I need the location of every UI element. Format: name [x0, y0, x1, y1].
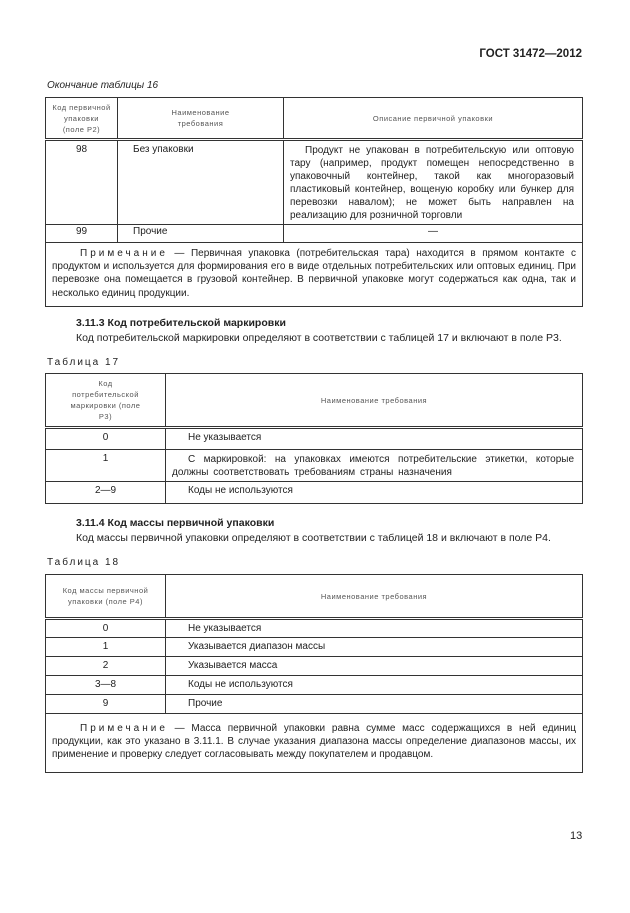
section-text: Код потребительской маркировки определяют в соответствии с таблицей 17 и включают в поле Р3.	[76, 332, 562, 344]
name-cell: Коды не используются	[166, 482, 583, 504]
table-18	[45, 574, 583, 773]
section-title: 3.11.3 Код потребительской маркировки	[76, 317, 286, 329]
note-label: Примечание	[80, 248, 168, 259]
standard-header: ГОСТ 31472—2012	[479, 48, 582, 60]
table-row	[46, 638, 583, 657]
table-16	[45, 97, 583, 307]
code-cell: 2	[46, 657, 166, 676]
col-header-name: Наименование требования	[118, 98, 284, 140]
table-note-row	[46, 714, 583, 773]
table-row	[46, 482, 583, 504]
table16-caption: Окончание таблицы 16	[47, 80, 159, 91]
code-cell: 1	[46, 450, 166, 482]
col-header-code: Код первичной упаковки (поле Р2)	[46, 98, 118, 140]
table-note	[46, 243, 583, 307]
table-row	[46, 619, 583, 638]
table-row	[46, 140, 583, 225]
name-cell: С маркировкой: на упаковках имеются потребительские этикетки, которые должны соответствовать требованиям страны назначения	[166, 450, 583, 482]
note-text: — Первичная упаковка (потребительская тара) находится в прямом контакте с продуктом и используется для формирования его в виде отдельных потребительских или оптовых единиц. При перевозке она помещается в грузовой контейнер. В первичной упаковке могут содержаться как одна, так и несколько единиц продукции.	[52, 248, 576, 299]
code-cell: 99	[46, 225, 118, 243]
name-cell: Не указывается	[166, 619, 583, 638]
desc-cell: Продукт не упакован в потребительскую или оптовую тару (например, продукт помещен непосредственно в упаковочный контейнер, такой как многоразовый пластиковый контейнер, вощеную коробку или бункер для перевозки навалом); не может быть направлен на реализацию для розничной торговли	[284, 140, 583, 225]
code-cell: 98	[46, 140, 118, 225]
col-header-code: Код потребительской маркировки (поле Р3)	[46, 374, 166, 428]
col-header-desc: Описание первичной упаковки	[284, 98, 583, 140]
code-cell: 0	[46, 619, 166, 638]
note-text: — Масса первичной упаковки равна сумме масс содержащихся в ней единиц продукции, как это указано в 3.11.1. В случае указания диапазона массы определение диапазонов массы, их применение и проверку следует согласовывать между покупателем и продавцом.	[52, 723, 576, 761]
name-cell: Без упаковки	[118, 140, 284, 225]
table-row	[46, 657, 583, 676]
code-cell: 1	[46, 638, 166, 657]
note-label: Примечание	[80, 723, 168, 734]
col-header-code: Код массы первичной упаковки (поле Р4)	[46, 575, 166, 619]
section-text: Код массы первичной упаковки определяют в соответствии с таблицей 18 и включают в поле Р4.	[76, 532, 551, 544]
name-cell: Указывается масса	[166, 657, 583, 676]
table17-caption: Таблица 17	[47, 357, 121, 368]
table-row	[46, 676, 583, 695]
col-header-name: Наименование требования	[166, 575, 583, 619]
name-cell: Коды не используются	[166, 676, 583, 695]
name-cell: Прочие	[118, 225, 284, 243]
table-17	[45, 373, 583, 504]
table-row	[46, 450, 583, 482]
name-cell: Прочие	[166, 695, 583, 714]
code-cell: 2—9	[46, 482, 166, 504]
code-cell: 9	[46, 695, 166, 714]
name-cell: Указывается диапазон массы	[166, 638, 583, 657]
table-note	[46, 714, 583, 773]
name-cell: Не указывается	[166, 428, 583, 450]
table-row	[46, 428, 583, 450]
section-title: 3.11.4 Код массы первичной упаковки	[76, 517, 275, 529]
code-cell: 3—8	[46, 676, 166, 695]
table-row	[46, 225, 583, 243]
table-row	[46, 695, 583, 714]
col-header-name: Наименование требования	[166, 374, 583, 428]
page-number: 13	[570, 830, 583, 842]
table-note-row	[46, 243, 583, 307]
table18-caption: Таблица 18	[47, 557, 121, 568]
desc-cell: —	[284, 225, 583, 243]
code-cell: 0	[46, 428, 166, 450]
